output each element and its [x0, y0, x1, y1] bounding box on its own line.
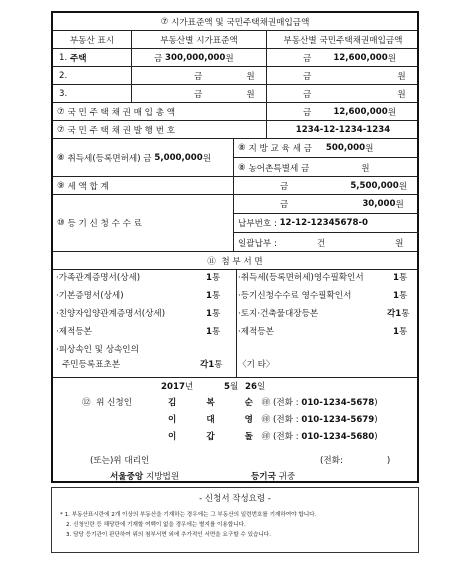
attach-title: 첨 부 서 면: [221, 256, 263, 267]
bond-unit: 원: [397, 71, 406, 82]
std-prefix: 금: [194, 89, 203, 100]
guide-title: - 신청서 작성요령 -: [199, 494, 271, 504]
tax-sum-number: ⑨: [57, 180, 65, 191]
property-row-1: [53, 49, 417, 67]
bond-prefix: 금: [303, 53, 312, 64]
section-header-bond: [53, 13, 417, 31]
attach-right-item: ·토지·건축물대장등본: [238, 309, 319, 319]
edu-tax-number: ⑧: [238, 143, 246, 153]
bond-unit: 원: [387, 53, 396, 64]
fee-amount: 30,000: [362, 199, 396, 209]
guide-line: 2. 신청인란 등 해당란에 기재할 여백이 없을 경우에는 별지를 이용합니다.: [66, 522, 246, 528]
tax-block: [53, 139, 417, 177]
acq-tax-unit: 원: [202, 153, 212, 164]
guide-line: 3. 담당 등기관이 판단하여 위의 첨부서면 외에 추가적인 서면을 요구할 수 있습니다.: [66, 532, 271, 538]
std-unit: 원: [246, 89, 255, 100]
batch-label: 일괄납부 :: [238, 238, 277, 249]
attach-right-item: ·등기신청수수료 영수필확인서: [238, 291, 352, 301]
applicant-person-2: 이 대 영 ㊞ (전화 : 010-1234-5679): [168, 415, 378, 425]
court-name: 서울중앙 지방법원: [110, 472, 180, 482]
row-no: 1.: [59, 52, 68, 63]
fee-label: 등 기 신 청 수 수 료: [67, 219, 142, 229]
seal-icon: ㊞: [261, 415, 271, 425]
attach-left-item: 주민등록표초본: [62, 360, 121, 370]
seal-icon: ㊞: [261, 398, 271, 408]
bond-prefix: 금: [303, 71, 312, 82]
application-date: 2017년 5월 26일: [161, 382, 266, 392]
fee-unit: 원: [395, 200, 404, 210]
attach-left-count: 1통: [206, 327, 221, 337]
acq-tax-number: ⑧: [57, 152, 65, 163]
attach-right-count: 1통: [393, 291, 408, 301]
acq-tax-label: 취득세(등록면허세) 금: [67, 153, 152, 164]
std-unit: 원: [225, 53, 234, 64]
property-row-3: [53, 85, 417, 103]
row-no: 2.: [59, 70, 68, 81]
fee-prefix: 금: [280, 200, 289, 210]
bond-total-unit: 원: [387, 107, 396, 118]
attach-right-item: ·취득세(등록면허세)영수필확인서: [238, 273, 364, 283]
attach-number: ⑪: [207, 256, 216, 267]
attach-left-item: ·가족관계증명서(상세): [56, 273, 141, 283]
attach-right-count: 1통: [393, 273, 408, 283]
pay-no-value: 12-12-12345678-0: [279, 218, 369, 228]
batch-unit: 건: [316, 238, 326, 249]
bond-total-amount: 12,600,000: [333, 106, 388, 117]
attach-left-count: 1통: [206, 309, 221, 319]
bond-amount: 12,600,000: [333, 52, 388, 63]
std-prefix: 금: [194, 71, 203, 82]
attach-right-count: 각1통: [387, 309, 410, 319]
attach-left-item: ·피상속인 및 상속인의: [56, 345, 139, 355]
attach-right-item: 〈기 타〉: [238, 360, 275, 370]
office-name: 등기국 귀중: [251, 472, 296, 482]
tax-sum-prefix: 금: [280, 181, 289, 192]
bond-total-prefix: 금: [303, 107, 312, 118]
tax-sum-row: [53, 177, 417, 195]
tax-sum-unit: 원: [398, 181, 408, 192]
fee-block: [53, 195, 417, 252]
column-header-row: [53, 31, 417, 49]
bond-no-label: 국 민 주 택 채 권 발 행 번 호: [67, 125, 176, 136]
col-property: 부동산 표시: [69, 35, 115, 46]
acq-tax-amount: 5,000,000: [154, 152, 203, 163]
applicant-person-3: 이 갑 돌 ㊞ (전화 : 010-1234-5680): [168, 432, 378, 442]
writing-guide-box: [51, 487, 419, 553]
bond-unit: 원: [397, 89, 406, 100]
edu-tax-label: 지 방 교 육 세 금: [248, 144, 312, 154]
agent-label: (또는)위 대리인: [90, 456, 150, 466]
edu-tax-unit: 원: [365, 144, 374, 154]
attach-left-count: 1통: [206, 273, 221, 283]
property-row-2: [53, 67, 417, 85]
tax-sum-amount: 5,500,000: [350, 180, 399, 191]
bond-no-number: ⑦: [57, 124, 65, 135]
std-amount: 300,000,000: [165, 52, 226, 63]
rural-tax-label: 농어촌특별세 금: [248, 163, 310, 174]
bond-total-row: [53, 103, 417, 121]
rural-tax-unit: 원: [361, 163, 370, 174]
seal-icon: ㊞: [261, 432, 271, 442]
tax-sum-label: 세 액 합 계: [67, 181, 109, 192]
edu-tax-amount: 500,000: [325, 143, 366, 153]
batch-won: 원: [395, 238, 404, 249]
attach-left-count: 각1통: [200, 360, 223, 370]
applicant-label: ⑫ 위 신청인: [82, 398, 133, 408]
col-std: 부동산별 시가표준액: [131, 31, 266, 48]
bond-total-number: ⑦: [57, 106, 65, 117]
std-prefix: 금: [154, 53, 163, 64]
attach-left-item: ·제적등본: [56, 327, 92, 337]
attach-header: [53, 252, 417, 270]
bond-prefix: 금: [303, 89, 312, 100]
header-title: 시가표준액 및 국민주택채권매입금액: [171, 17, 310, 28]
applicant-person-1: 김 복 순 ㊞ (전화 : 010-1234-5678): [168, 398, 378, 408]
row-no: 3.: [59, 88, 68, 99]
attach-left-count: 1통: [206, 291, 221, 301]
row-kind: 주택: [69, 53, 87, 64]
attach-right-item: ·제적등본: [238, 327, 274, 337]
pay-no-label: 납부번호 :: [238, 219, 277, 229]
bond-number-row: [53, 121, 417, 139]
fee-number: ⑩: [57, 218, 65, 228]
col-bond: 부동산별 국민주택채권매입금액: [266, 31, 419, 48]
attach-left-item: ·친양자입양관계증명서(상세): [56, 309, 166, 319]
guide-line: * 1. 부동산표시란에 2개 이상의 부동산을 기재하는 경우에는 그 부동산의 일련번호를 기재하여야 합니다.: [60, 512, 317, 518]
header-number: ⑦: [160, 16, 169, 27]
rural-tax-number: ⑧: [238, 162, 246, 173]
agent-phone: (전화: ): [320, 456, 391, 466]
bond-no-value: 1234-12-1234-1234: [266, 121, 419, 138]
std-unit: 원: [246, 71, 255, 82]
bond-total-label: 국 민 주 택 채 권 매 입 총 액: [67, 107, 176, 118]
attach-left-item: ·기본증명서(상세): [56, 291, 124, 301]
attach-right-count: 1통: [393, 327, 408, 337]
